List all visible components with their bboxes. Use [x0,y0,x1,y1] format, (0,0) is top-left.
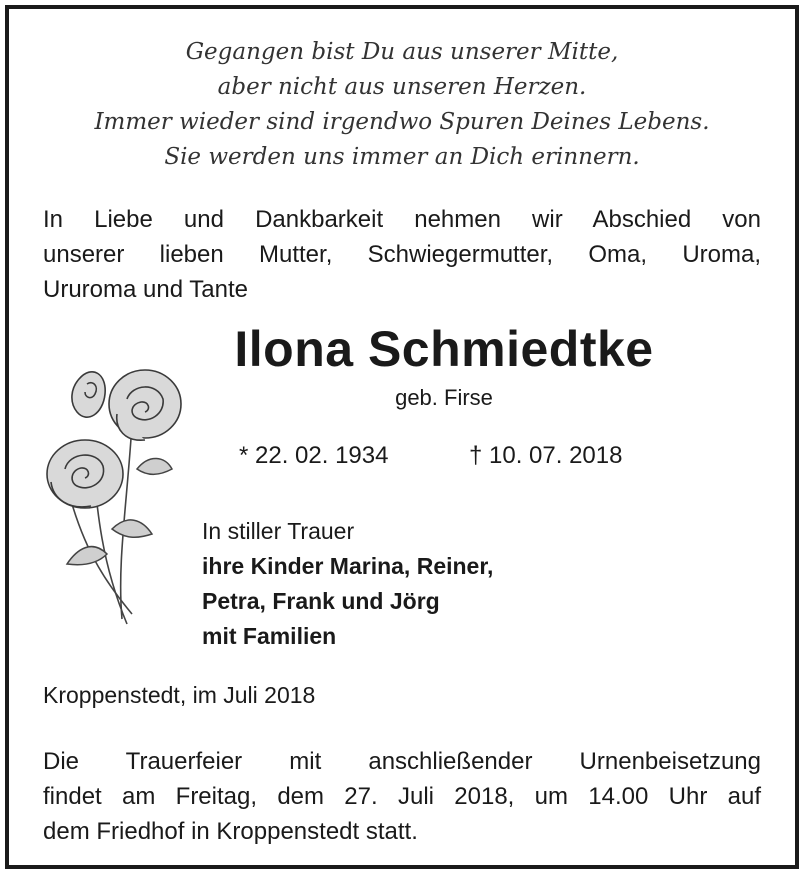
intro-line: In Liebe und Dankbarkeit nehmen wir Abschied von [43,206,761,233]
funeral-line: findet am Freitag, dem 27. Juli 2018, um 14.00 Uhr auf [43,783,761,810]
roses-icon [37,354,197,634]
funeral-info [43,744,761,849]
mourners [202,514,622,654]
obituary-frame [5,5,799,869]
poem-line: aber nicht aus unseren Herzen. [217,74,587,100]
death-date: † 10. 07. 2018 [469,442,623,469]
intro-line: Ururoma und Tante [43,276,249,303]
poem [9,35,795,175]
intro-line: unserer lieben Mutter, Schwiegermutter, Oma, Uroma, [43,241,761,268]
mourners-intro: In stiller Trauer [202,518,355,544]
place-date: Kroppenstedt, im Juli 2018 [43,682,316,708]
maiden-name: geb. Firse [395,385,493,410]
funeral-line: Die Trauerfeier mit anschließender Urnenbeisetzung [43,748,761,775]
poem-line: Immer wieder sind irgendwo Spuren Deines Lebens. [94,109,710,135]
poem-line: Sie werden uns immer an Dich erinnern. [164,144,640,170]
birth-date: * 22. 02. 1934 [239,442,389,469]
mourners-line: Petra, Frank und Jörg [202,588,440,614]
mourners-line: mit Familien [202,623,337,649]
poem-line: Gegangen bist Du aus unserer Mitte, [185,39,619,65]
funeral-line: dem Friedhof in Kroppenstedt statt. [43,818,418,845]
intro-text [43,202,761,307]
mourners-line: ihre Kinder Marina, Reiner, [202,553,494,579]
deceased-name: Ilona Schmiedtke [234,321,654,377]
